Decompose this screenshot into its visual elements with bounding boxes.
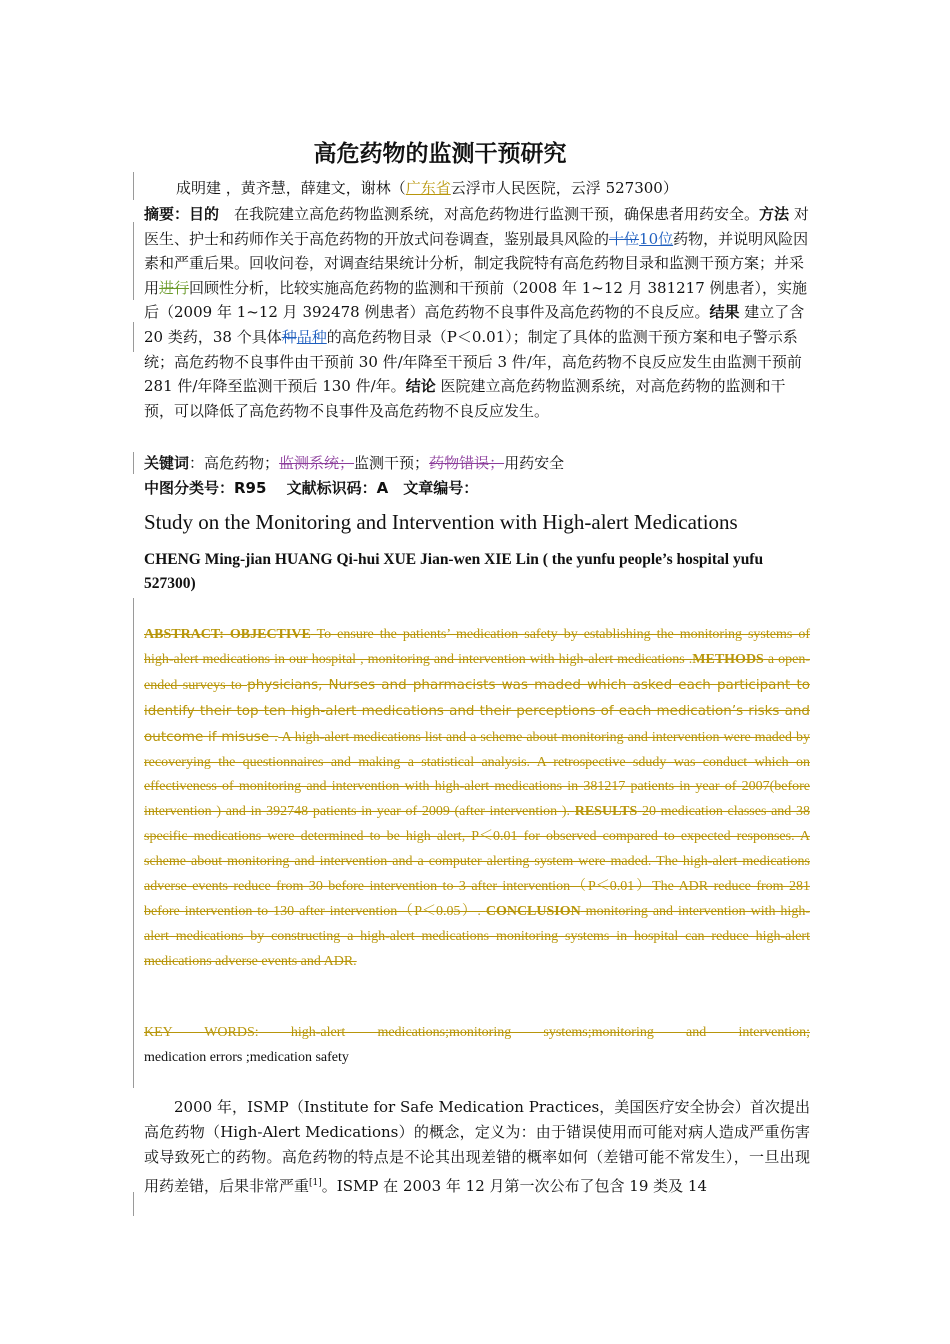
- deleted-text: 监测系统；: [279, 454, 355, 472]
- english-keywords: [144, 1021, 810, 1071]
- abstract-text: 建立了含 20 类药，38 个具体: [144, 303, 805, 346]
- change-bar: [133, 322, 134, 352]
- abstract-text: 医院建立高危药物监测系统，对高危药物的监测和干预，可以降低了高危药物不良事件及高危药物不良反应发生。: [144, 377, 786, 420]
- classification-line: [144, 476, 810, 501]
- author-affiliation: 云浮市人民医院，云浮 527300）: [450, 179, 678, 197]
- keyword: ：高危药物；: [189, 454, 280, 472]
- keyword: 监测干预；: [354, 454, 430, 472]
- abstract-text: To ensure the patients’ medication safety by establishing the monitoring systems of high-alert medications in our hospital , monitoring and intervention with high-alert medications .: [144, 627, 810, 667]
- body-text: 。ISMP 在 2003 年 12 月第一次公布了包含 19 类及 14: [321, 1176, 707, 1195]
- author-line: [146, 176, 812, 201]
- abstract-label: ABSTRACT: OBJECTIVE: [144, 627, 311, 642]
- abstract-text: 对医生、护士和药师作关于高危药物的开放式问卷调查，鉴别最具风险的: [144, 205, 809, 248]
- classification-text: 中图分类号：R95 文献标识码：A 文章编号：: [144, 479, 479, 497]
- deleted-text: 种: [281, 327, 297, 346]
- inserted-text: 10位: [639, 229, 674, 248]
- deleted-text: 进行: [159, 278, 190, 297]
- english-abstract-deleted: [144, 623, 810, 975]
- conclusion-label: CONCLUSION: [485, 903, 581, 919]
- conclusion-label: 结论: [405, 377, 436, 396]
- change-bar: [133, 172, 134, 200]
- abstract-text: 药物，并说明风险因素和严重后果。回收问卷，对调查结果统计分析，制定我院特有高危药物目录和监测干预方案；并采用: [144, 229, 809, 297]
- keywords-label: 关键词: [144, 454, 190, 472]
- change-bar: [133, 1192, 134, 1216]
- body-text: 2000 年，ISMP（Institute for Safe Medication Practices，美国医疗安全协会）首次提出高危药物（High-Alert Medications）的概念，定义为：由于错误使用而可能对病人造成严重伤害或导致死亡的药物。高危药物的特点是不论其出现差错的概率如何（差错可能不常发生），一旦出现用药差错，后果非常严重: [144, 1098, 810, 1195]
- abstract-text: A high-alert medications list and a scheme about monitoring and intervention were maded by recoverying the questionnaires and making a statistical analysis. A retrospective sdudy was conduct which on effectiveness of monitoring and intervention with high-alert medications in 381217 patients in year of 2007(before intervention ) and in 392748 patients in year of 2009 (after intervention ).: [144, 729, 810, 820]
- abstract-text: 的高危药物目录（P＜0.01）；制定了具体的监测干预方案和电子警示系统；高危药物不良事件由干预前 30 件/年降至干预后 3 件/年，高危药物不良反应发生由监测干预前 281 件/年降至监测干预后 130 件/年。: [144, 327, 802, 396]
- change-bar: [133, 222, 134, 300]
- citation-ref: [1]: [309, 1177, 322, 1188]
- deleted-text: 药物错误；: [429, 454, 505, 472]
- abstract-text: 在我院建立高危药物监测系统，对高危药物进行监测干预，确保患者用药安全。: [219, 205, 760, 223]
- methods-label: 方法: [759, 205, 790, 223]
- abstract-text: 20 medication classes and 38 specific medications were determined to be high alert, P＜0.01 for observed compared to expected responses. A scheme about monitoring and intervention and a computer alerting system were maded. The high-alert medications adverse events reduce from 30 before intervention to 3 after intervention（P＜0.01）The ADR reduce from 281 before intervention to 130 after intervention（P＜0.05）.: [144, 804, 810, 919]
- change-bar: [133, 452, 134, 474]
- page-title: 高危药物的监测干预研究: [313, 141, 567, 167]
- results-label: 结果: [709, 303, 740, 322]
- results-label: RESULTS: [574, 804, 638, 820]
- methods-label: METHODS: [692, 651, 764, 667]
- inserted-text: 广东省: [405, 179, 451, 197]
- abstract-label: 摘要：目的: [144, 205, 220, 223]
- abstract-text: a open-ended surveys to: [144, 651, 810, 693]
- english-authors-text: CHENG Ming-jian HUANG Qi-hui XUE Jian-wen XIE Lin ( the yunfu people’s hospital yufu 527300): [144, 551, 764, 592]
- keywords-zh: [144, 451, 810, 476]
- keyword: medication errors ;medication safety: [144, 1049, 349, 1065]
- abstract-text: physicians, Nurses and pharmacists was maded which asked each participant to identify their top ten high-alert medications and their perceptions of each medication’s risks and outcome if misuse .: [144, 676, 810, 745]
- change-bar: [133, 598, 134, 1088]
- deleted-text: 十位: [609, 229, 640, 248]
- inserted-text: 品种: [296, 327, 327, 346]
- deleted-text: KEY WORDS: high-alert medications;monitoring systems;monitoring and intervention;: [144, 1025, 810, 1040]
- english-title: Study on the Monitoring and Intervention with High-alert Medications: [144, 510, 738, 534]
- abstract-text: 回顾性分析，比较实施高危药物的监测和干预前（2008 年 1~12 月 381217 例患者），实施后（2009 年 1~12 月 392478 例患者）高危药物不良事件及高危药物的不良反应。: [144, 278, 808, 322]
- english-authors: [144, 548, 810, 596]
- keyword: 用药安全: [504, 454, 565, 472]
- abstract-text: monitoring and intervention with high-alert medications by constructing a high-alert medications monitoring systems in hospital can reduce high-alert medications adverse events and ADR.: [144, 903, 810, 969]
- body-paragraph: [144, 1095, 810, 1199]
- abstract-zh: [144, 202, 810, 423]
- author-names: 成明建 ，黄齐慧，薛建文，谢林（: [176, 179, 406, 197]
